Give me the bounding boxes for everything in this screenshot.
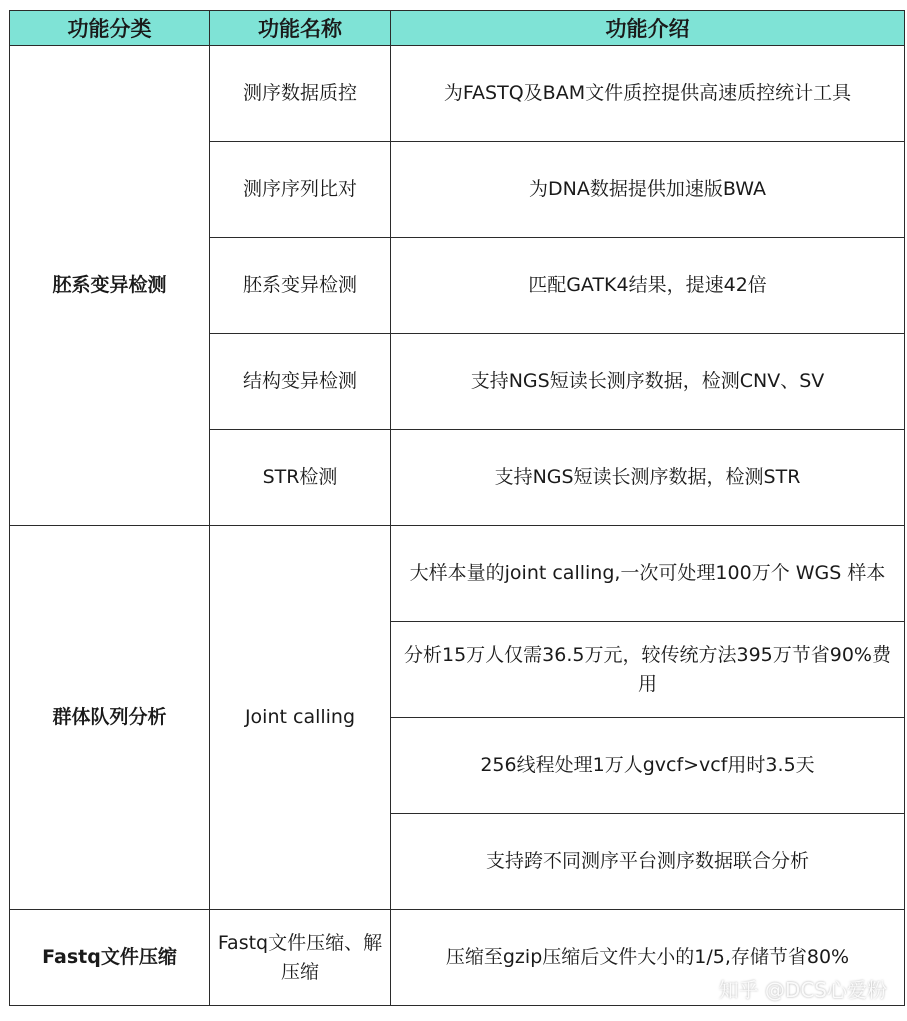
function-name-cell: Fastq文件压缩、解压缩 xyxy=(210,910,391,1006)
function-desc-cell: 支持NGS短读长测序数据，检测STR xyxy=(391,430,905,526)
watermark: 知乎 @DCS心爱粉 xyxy=(718,978,887,1002)
function-name-cell: 测序序列比对 xyxy=(210,142,391,238)
function-desc-cell: 分析15万人仅需36.5万元，较传统方法395万节省90%费用 xyxy=(391,622,905,718)
function-desc-cell: 匹配GATK4结果，提速42倍 xyxy=(391,238,905,334)
function-desc-cell: 大样本量的joint calling,一次可处理100万个 WGS 样本 xyxy=(391,526,905,622)
function-desc-cell: 支持跨不同测序平台测序数据联合分析 xyxy=(391,814,905,910)
function-name-cell: Joint calling xyxy=(210,526,391,910)
function-name-cell: 测序数据质控 xyxy=(210,46,391,142)
function-desc-cell: 压缩至gzip压缩后文件大小的1/5,存储节省80% xyxy=(391,910,905,1006)
header-description: 功能介绍 xyxy=(391,11,905,46)
function-desc-cell: 256线程处理1万人gvcf>vcf用时3.5天 xyxy=(391,718,905,814)
function-desc-cell: 为FASTQ及BAM文件质控提供高速质控统计工具 xyxy=(391,46,905,142)
function-name-cell: 结构变异检测 xyxy=(210,334,391,430)
category-cell: Fastq文件压缩 xyxy=(10,910,210,1006)
category-cell: 群体队列分析 xyxy=(10,526,210,910)
header-category: 功能分类 xyxy=(10,11,210,46)
function-desc-cell: 支持NGS短读长测序数据，检测CNV、SV xyxy=(391,334,905,430)
header-name: 功能名称 xyxy=(210,11,391,46)
table-row xyxy=(10,46,905,142)
function-name-cell: STR检测 xyxy=(210,430,391,526)
function-name-cell: 胚系变异检测 xyxy=(210,238,391,334)
feature-table xyxy=(9,10,905,1006)
table-row xyxy=(10,526,905,622)
function-desc-cell: 为DNA数据提供加速版BWA xyxy=(391,142,905,238)
category-cell: 胚系变异检测 xyxy=(10,46,210,526)
header-row xyxy=(10,11,905,46)
